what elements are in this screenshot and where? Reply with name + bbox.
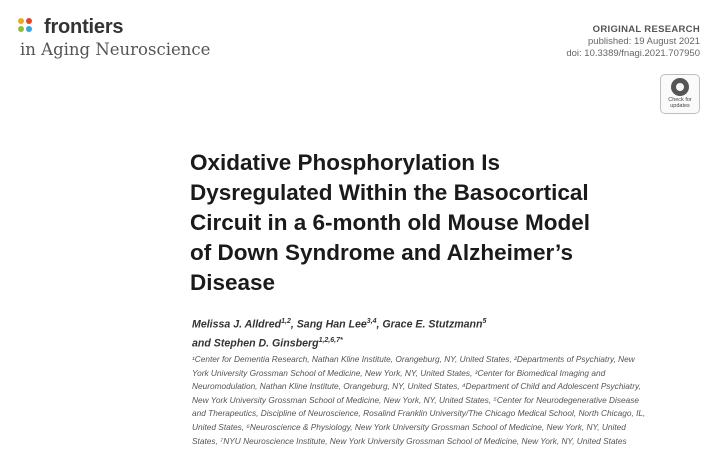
logo-dot (18, 26, 24, 32)
logo-dot (26, 18, 32, 24)
article-type: ORIGINAL RESEARCH (592, 24, 700, 35)
affiliations (192, 353, 702, 448)
author-affiliation-ref: 5 (482, 318, 487, 325)
author-separator: , (290, 318, 297, 331)
author-affiliation-ref: 3,4 (366, 318, 377, 325)
affiliation-line: and Therapeutics, Discipline of Neuroscience, Rosalind Franklin University/The Chicago Medical School, North Chicago, IL, (192, 408, 646, 419)
title-line: Circuit in a 6-month old Mouse Model (190, 210, 591, 235)
publish-date: published: 19 August 2021 (588, 36, 700, 47)
title-line: Oxidative Phosphorylation Is (190, 150, 501, 175)
author-separator: , (376, 318, 383, 331)
affiliation-line: United States, ⁶Neuroscience & Physiology, New York University Grossman School of Medicine, New York, NY, United (192, 421, 626, 432)
brand-name: frontiers (44, 16, 124, 38)
check-for-updates-icon (671, 78, 689, 96)
author-name[interactable]: Melissa J. Alldred (192, 318, 282, 331)
check-for-updates-badge[interactable] (660, 74, 700, 114)
author-name[interactable]: Sang Han Lee (296, 318, 367, 331)
author-affiliation-ref: 1,2,6,7* (318, 336, 343, 344)
affiliation-line: Neuromodulation, Nathan Kline Institute, Orangeburg, NY, United States, ⁴Department of Child and Adolescent Psychiatry, (192, 381, 641, 392)
doi[interactable]: doi: 10.3389/fnagi.2021.707950 (566, 48, 700, 59)
author-list (192, 314, 702, 351)
journal-name: in Aging Neuroscience (20, 40, 211, 59)
badge-label: Check for updates (668, 97, 692, 109)
affiliation-line: States, ⁷NYU Neuroscience Institute, New York University Grossman School of Medicine, New York, NY, United States (192, 435, 627, 446)
title-line: Dysregulated Within the Basocortical (190, 180, 589, 205)
logo-dot (18, 18, 24, 24)
article-meta (566, 24, 700, 60)
frontiers-logo-icon (18, 18, 38, 38)
affiliation-line: York University Grossman School of Medicine, New York, NY, United States, ³Center for Biomedical Imaging and (192, 367, 606, 378)
author-line (192, 314, 702, 333)
logo-dot (26, 26, 32, 32)
affiliation-line: New York University Grossman School of Medicine, New York, NY, United States, ⁵Center for Neurodegenerative Disease (192, 394, 639, 405)
article-title (190, 148, 710, 298)
journal-logo (18, 14, 278, 64)
author-line (192, 333, 702, 352)
author-name[interactable]: Grace E. Stutzmann (382, 318, 483, 331)
author-affiliation-ref: 1,2 (281, 318, 291, 325)
author-name[interactable]: and Stephen D. Ginsberg (192, 337, 319, 350)
title-line: Disease (190, 270, 276, 295)
affiliation-line: ¹Center for Dementia Research, Nathan Kline Institute, Orangeburg, NY, United States, ²Departments of Psychiatry, New (192, 354, 635, 364)
title-line: of Down Syndrome and Alzheimer’s (190, 240, 573, 265)
